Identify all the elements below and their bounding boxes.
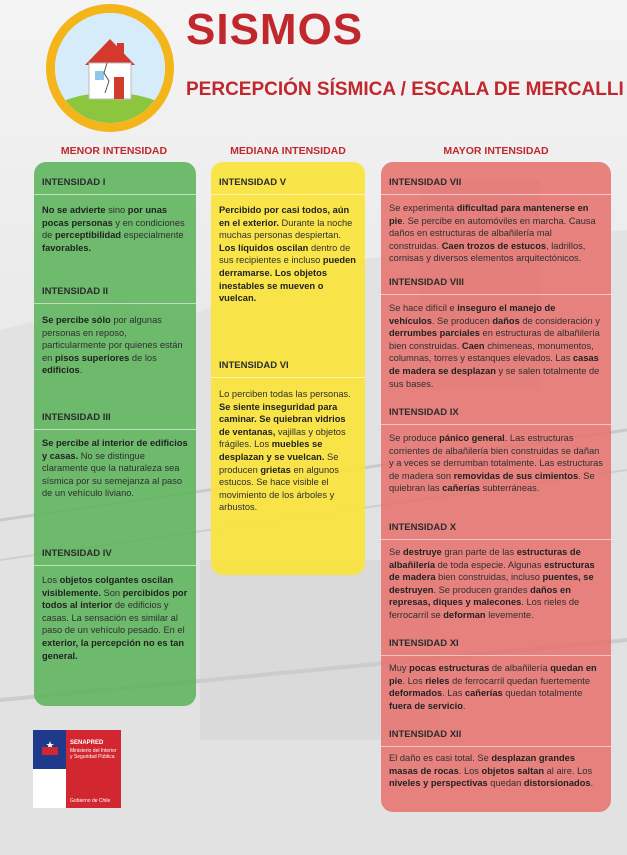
- org-name: SENAPRED: [70, 740, 104, 746]
- senapred-logo: [33, 730, 121, 808]
- page-subtitle: PERCEPCIÓN SÍSMICA / ESCALA DE MERCALLI: [186, 79, 624, 100]
- intensity-heading: INTENSIDAD XII: [389, 729, 462, 740]
- page-title: SISMOS: [186, 5, 364, 54]
- column-mayor-intensidad: [381, 162, 611, 812]
- intensity-description: Se hace difícil e inseguro el manejo de vehículos. Se producen daños de consideración y derrumbes parciales en estructuras de albañilería bien construidas. Caen chimeneas, monumentos, columnas, torres y estanques elevados. Las casas de madera se desplazan y se salen totalmente de sus bases.: [389, 303, 600, 389]
- intensity-heading: INTENSIDAD X: [389, 522, 457, 533]
- intensity-heading: INTENSIDAD IV: [42, 548, 112, 559]
- intensity-heading: INTENSIDAD XI: [389, 638, 459, 649]
- column-header-mayor: MAYOR INTENSIDAD: [443, 145, 549, 157]
- intensity-description: Se destruye gran parte de las estructuras de albañilería de toda especie. Algunas estructuras de madera bien construidas, incluso puentes, se destruyen. Se producen grandes daños en represas, diques y malecones. Los rieles de ferrocarril se deforman levemente.: [389, 547, 595, 620]
- house-cracked-icon: [55, 13, 165, 123]
- intensity-description: Los objetos colgantes oscilan visiblemente. Son percibidos por todos al interior de edificios y casas. La sensación es similar al paso de un vehículo pesado. En el exterior, la percepción no es tan general.: [42, 575, 188, 661]
- intensity-description: Percibido por casi todos, aún en el exterior. Durante la noche muchas personas despiertan. Los líquidos oscilan dentro de sus recipientes e incluso pueden derramarse. Los objetos inestables se mueven o vuelcan.: [219, 205, 356, 304]
- intensity-heading: INTENSIDAD VI: [219, 360, 289, 371]
- intensity-description: Lo perciben todas las personas. Se siente inseguridad para caminar. Se quiebran vidrios de ventanas, vajillas y objetos frágiles. Los muebles se desplazan y se vuelcan. Se producen grietas en algunos estucos. Se hace visible el movimiento de los árboles y arbustos.: [219, 389, 351, 513]
- intensity-heading: INTENSIDAD VII: [389, 177, 462, 188]
- intensity-description: Se percibe sólo por algunas personas en reposo, particularmente por quienes están en pisos superiores de los edificios.: [42, 315, 183, 376]
- gov-name: Gobierno de Chile: [70, 798, 111, 804]
- column-mediana-intensidad: [211, 162, 365, 575]
- house-logo: [46, 4, 174, 132]
- intensity-heading: INTENSIDAD III: [42, 412, 111, 423]
- intensity-description: No se advierte sino por unas pocas personas y en condiciones de perceptibilidad especialmente favorables.: [42, 205, 185, 253]
- column-header-menor: MENOR INTENSIDAD: [60, 145, 168, 157]
- intensity-heading: INTENSIDAD VIII: [389, 277, 464, 288]
- intensity-heading: INTENSIDAD I: [42, 177, 106, 188]
- chile-shield-icon: [37, 735, 63, 759]
- intensity-description: Muy pocas estructuras de albañilería quedan en pie. Los rieles de ferrocarril quedan fuertemente deformados. Las cañerías quedan totalmente fuera de servicio.: [389, 663, 597, 711]
- column-menor-intensidad: [34, 162, 196, 706]
- intensity-heading: INTENSIDAD II: [42, 286, 108, 297]
- column-header-mediana: MEDIANA INTENSIDAD: [230, 145, 346, 157]
- intensity-description: Se percibe al interior de edificios y casas. No se distingue claramente que la naturaleza sea sísmica por su semejanza al paso de un vehículo liviano.: [42, 438, 188, 499]
- intensity-description: El daño es casi total. Se desplazan grandes masas de rocas. Los objetos saltan al aire. Los niveles y perspectivas quedan distorsionados.: [389, 753, 594, 789]
- intensity-description: Se experimenta dificultad para mantenerse en pie. Se percibe en automóviles en marcha. Causa daños en estructuras de albañilería mal construidas. Caen trozos de estucos, ladrillos, cornisas y diversos elementos arquitectónicos.: [389, 203, 596, 264]
- intensity-heading: INTENSIDAD IX: [389, 407, 459, 418]
- ministry-name: Ministerio del Interior y Seguridad Pública: [70, 748, 117, 760]
- intensity-description: Se produce pánico general. Las estructuras corrientes de albañilería bien construidas se dañan y a veces se derrumban totalmente. Las estructuras de madera son removidas de sus cimientos. Se quiebran las cañerías subterráneas.: [389, 433, 603, 494]
- intensity-heading: INTENSIDAD V: [219, 177, 287, 188]
